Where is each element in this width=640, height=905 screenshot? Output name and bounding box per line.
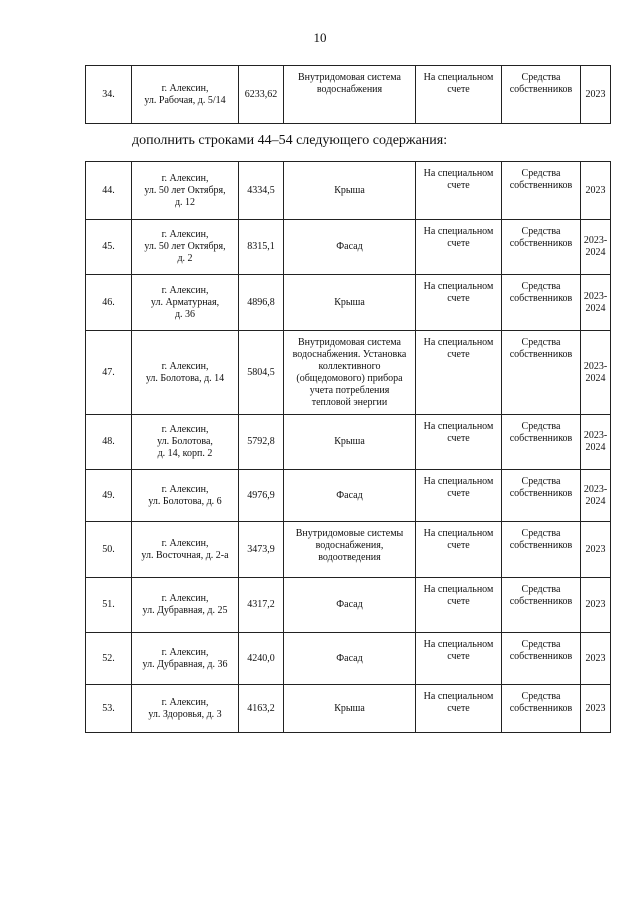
source-cell: Средства собственников xyxy=(502,275,581,331)
source-cell: Средства собственников xyxy=(502,633,581,685)
area-cell: 4240,0 xyxy=(239,633,284,685)
account-cell: На специальном счете xyxy=(416,162,502,220)
work-cell: Фасад xyxy=(284,220,416,275)
table-row xyxy=(86,522,611,578)
row-number: 53. xyxy=(86,685,132,733)
year-cell: 2023 xyxy=(581,522,611,578)
area-cell: 3473,9 xyxy=(239,522,284,578)
row-number: 50. xyxy=(86,522,132,578)
area-cell: 4163,2 xyxy=(239,685,284,733)
work-cell: Крыша xyxy=(284,415,416,470)
table-row xyxy=(86,415,611,470)
account-cell: На специальном счете xyxy=(416,220,502,275)
page-number: 10 xyxy=(313,30,327,45)
area-cell: 4896,8 xyxy=(239,275,284,331)
row-number: 47. xyxy=(86,331,132,415)
table-row xyxy=(86,331,611,415)
source-cell: Средства собственников xyxy=(502,162,581,220)
source-cell: Средства собственников xyxy=(502,470,581,522)
address-cell: г. Алексин, ул. 50 лет Октября, д. 12 xyxy=(132,162,239,220)
year-cell: 2023 xyxy=(581,162,611,220)
source-cell: Средства собственников xyxy=(502,578,581,633)
intro-text: дополнить строками 44–54 следующего содержания: xyxy=(132,133,448,148)
source-cell: Средства собственников xyxy=(502,331,581,415)
year-cell: 2023 xyxy=(581,633,611,685)
year-cell: 2023 xyxy=(581,66,611,124)
address-cell: г. Алексин, ул. Здоровья, д. 3 xyxy=(132,685,239,733)
row-number: 44. xyxy=(86,162,132,220)
work-cell: Крыша xyxy=(284,275,416,331)
year-cell: 2023 xyxy=(581,578,611,633)
table-row xyxy=(86,685,611,733)
area-cell: 5792,8 xyxy=(239,415,284,470)
row-number: 45. xyxy=(86,220,132,275)
source-cell: Средства собственников xyxy=(502,66,581,124)
table-row xyxy=(86,275,611,331)
address-cell: г. Алексин, ул. Дубравная, д. 25 xyxy=(132,578,239,633)
address-cell: г. Алексин, ул. Болотова, д. 14 xyxy=(132,331,239,415)
address-cell: г. Алексин, ул. 50 лет Октября, д. 2 xyxy=(132,220,239,275)
account-cell: На специальном счете xyxy=(416,66,502,124)
row-number: 52. xyxy=(86,633,132,685)
account-cell: На специальном счете xyxy=(416,633,502,685)
source-cell: Средства собственников xyxy=(502,522,581,578)
work-cell: Внутридомовая система водоснабжения xyxy=(284,66,416,124)
table-row xyxy=(86,578,611,633)
table-row xyxy=(86,66,611,124)
work-cell: Фасад xyxy=(284,578,416,633)
account-cell: На специальном счете xyxy=(416,275,502,331)
area-cell: 4976,9 xyxy=(239,470,284,522)
row-number: 51. xyxy=(86,578,132,633)
row-number: 48. xyxy=(86,415,132,470)
work-cell: Крыша xyxy=(284,162,416,220)
row-number: 49. xyxy=(86,470,132,522)
source-cell: Средства собственников xyxy=(502,685,581,733)
address-cell: г. Алексин, ул. Болотова, д. 14, корп. 2 xyxy=(132,415,239,470)
account-cell: На специальном счете xyxy=(416,522,502,578)
work-cell: Крыша xyxy=(284,685,416,733)
area-cell: 5804,5 xyxy=(239,331,284,415)
account-cell: На специальном счете xyxy=(416,470,502,522)
work-cell: Внутридомовая система водоснабжения. Установка коллективного (общедомового) прибора учета потребления тепловой энергии xyxy=(284,331,416,415)
account-cell: На специальном счете xyxy=(416,578,502,633)
row-number: 34. xyxy=(86,66,132,124)
source-cell: Средства собственников xyxy=(502,415,581,470)
address-cell: г. Алексин, ул. Дубравная, д. 36 xyxy=(132,633,239,685)
account-cell: На специальном счете xyxy=(416,415,502,470)
row-number: 46. xyxy=(86,275,132,331)
work-cell: Внутридомовые системы водоснабжения, водоотведения xyxy=(284,522,416,578)
area-cell: 4317,2 xyxy=(239,578,284,633)
address-cell: г. Алексин, ул. Рабочая, д. 5/14 xyxy=(132,66,239,124)
year-cell: 2023- 2024 xyxy=(581,275,611,331)
year-cell: 2023- 2024 xyxy=(581,470,611,522)
year-cell: 2023- 2024 xyxy=(581,331,611,415)
account-cell: На специальном счете xyxy=(416,685,502,733)
table-row xyxy=(86,162,611,220)
table-row xyxy=(86,633,611,685)
year-cell: 2023- 2024 xyxy=(581,220,611,275)
address-cell: г. Алексин, ул. Болотова, д. 6 xyxy=(132,470,239,522)
source-cell: Средства собственников xyxy=(502,220,581,275)
address-cell: г. Алексин, ул. Арматурная, д. 36 xyxy=(132,275,239,331)
table-row xyxy=(86,220,611,275)
area-cell: 6233,62 xyxy=(239,66,284,124)
work-cell: Фасад xyxy=(284,470,416,522)
work-cell: Фасад xyxy=(284,633,416,685)
year-cell: 2023- 2024 xyxy=(581,415,611,470)
area-cell: 8315,1 xyxy=(239,220,284,275)
main-table xyxy=(85,161,611,733)
top-table xyxy=(85,65,611,124)
account-cell: На специальном счете xyxy=(416,331,502,415)
year-cell: 2023 xyxy=(581,685,611,733)
area-cell: 4334,5 xyxy=(239,162,284,220)
table-row xyxy=(86,470,611,522)
address-cell: г. Алексин, ул. Восточная, д. 2-а xyxy=(132,522,239,578)
